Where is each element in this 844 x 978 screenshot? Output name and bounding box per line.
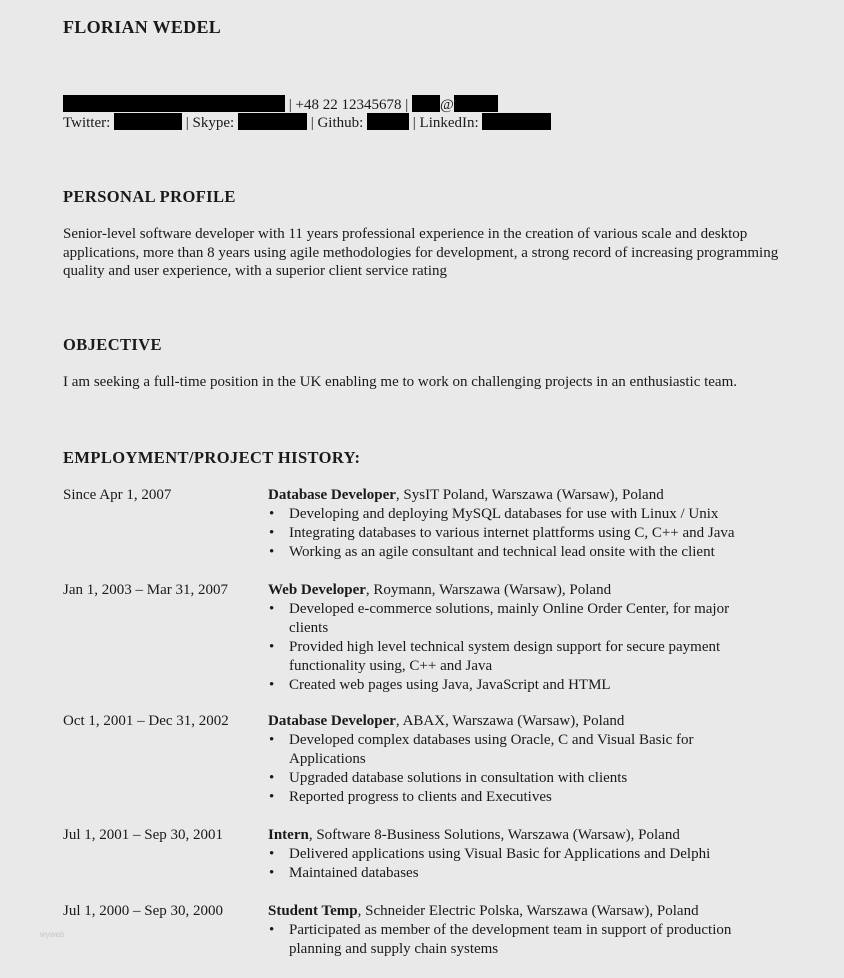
- contact-line-1: [63, 95, 498, 114]
- list-item: [268, 543, 788, 562]
- job-entry: [268, 581, 768, 695]
- list-item: [268, 731, 738, 769]
- profile-text: Senior-level software developer with 11 years professional experience in the creation of various scale and desktop applications, more than 8 years using agile methodologies for development, a strong record of increasing programming quality and user experience, with a superior client service rating: [63, 226, 779, 279]
- job-date: Jul 1, 2001 – Sep 30, 2001: [63, 827, 224, 843]
- job-bullets: [268, 600, 768, 695]
- job-title: [268, 902, 768, 921]
- job-company: , Software 8-Business Solutions, Warszawa (Warsaw), Poland: [308, 827, 680, 843]
- redacted-linkedin: [482, 113, 551, 130]
- redacted-email-user: [412, 95, 440, 112]
- job-date: Oct 1, 2001 – Dec 31, 2002: [63, 713, 229, 729]
- list-item: [268, 600, 768, 638]
- bullet-text: Provided high level technical system design support for secure payment functionality using, C++ and Java: [289, 639, 721, 674]
- bullet-icon: •: [269, 789, 275, 805]
- bullet-icon: •: [269, 639, 275, 655]
- bullet-text: Developed complex databases using Oracle, C and Visual Basic for Applications: [289, 732, 694, 767]
- linkedin-label: | LinkedIn:: [412, 115, 479, 131]
- job-role: Intern: [268, 827, 309, 843]
- bullet-icon: •: [269, 865, 275, 881]
- bullet-text: Working as an agile consultant and technical lead onsite with the client: [289, 544, 715, 560]
- job-date: Since Apr 1, 2007: [63, 487, 172, 503]
- email-at-sign: @: [439, 97, 454, 113]
- list-item: [268, 788, 738, 807]
- bullet-icon: •: [269, 601, 275, 617]
- job-bullets: [268, 505, 788, 562]
- job-entry: [268, 712, 738, 807]
- list-item: [268, 921, 768, 959]
- bullet-text: Upgraded database solutions in consultation with clients: [289, 770, 628, 786]
- bullet-text: Created web pages using Java, JavaScript and HTML: [289, 677, 611, 693]
- watermark-text: wyweb: [40, 930, 65, 939]
- candidate-name: FLORIAN WEDEL: [63, 17, 222, 37]
- job-role: Student Temp: [268, 903, 358, 919]
- redacted-twitter: [114, 113, 182, 130]
- job-bullets: [268, 921, 768, 959]
- list-item: [268, 864, 788, 883]
- job-role: Database Developer: [268, 487, 396, 503]
- redacted-address: [63, 95, 285, 112]
- job-bullets: [268, 731, 738, 807]
- list-item: [268, 638, 768, 676]
- bullet-text: Delivered applications using Visual Basic for Applications and Delphi: [289, 846, 711, 862]
- job-role: Database Developer: [268, 713, 396, 729]
- twitter-label: Twitter:: [63, 115, 111, 131]
- bullet-icon: •: [269, 677, 275, 693]
- bullet-text: Participated as member of the development team in support of production planning and supply chain systems: [289, 922, 732, 957]
- job-title: [268, 712, 738, 731]
- job-entry: [268, 486, 788, 562]
- bullet-text: Developed e-commerce solutions, mainly Online Order Center, for major clients: [289, 601, 730, 636]
- job-company: , ABAX, Warszawa (Warsaw), Poland: [395, 713, 625, 729]
- job-entry: [268, 902, 768, 959]
- bullet-icon: •: [269, 732, 275, 748]
- list-item: [268, 769, 738, 788]
- bullet-icon: •: [269, 525, 275, 541]
- bullet-icon: •: [269, 506, 275, 522]
- job-bullets: [268, 845, 788, 883]
- job-entry: [268, 826, 788, 883]
- job-date: Jul 1, 2000 – Sep 30, 2000: [63, 903, 224, 919]
- job-title: [268, 826, 788, 845]
- bullet-text: Reported progress to clients and Executives: [289, 789, 552, 805]
- redacted-skype: [238, 113, 307, 130]
- job-company: , SysIT Poland, Warszawa (Warsaw), Poland: [395, 487, 664, 503]
- bullet-text: Developing and deploying MySQL databases for use with Linux / Unix: [289, 506, 719, 522]
- job-date: Jan 1, 2003 – Mar 31, 2007: [63, 582, 228, 598]
- bullet-icon: •: [269, 922, 275, 938]
- employment-heading: EMPLOYMENT/PROJECT HISTORY:: [63, 448, 361, 467]
- bullet-icon: •: [269, 770, 275, 786]
- contact-line-2: [63, 113, 551, 132]
- redacted-email-domain: [454, 95, 498, 112]
- github-label: | Github:: [310, 115, 364, 131]
- objective-heading: OBJECTIVE: [63, 335, 162, 354]
- bullet-text: Maintained databases: [289, 865, 419, 881]
- list-item: [268, 676, 768, 695]
- list-item: [268, 505, 788, 524]
- bullet-icon: •: [269, 846, 275, 862]
- redacted-github: [367, 113, 409, 130]
- job-title: [268, 581, 768, 600]
- list-item: [268, 524, 788, 543]
- bullet-icon: •: [269, 544, 275, 560]
- profile-heading: PERSONAL PROFILE: [63, 187, 236, 206]
- job-title: [268, 486, 788, 505]
- list-item: [268, 845, 788, 864]
- phone-number: | +48 22 12345678 |: [288, 97, 409, 113]
- bullet-text: Integrating databases to various internet plattforms using C, C++ and Java: [289, 525, 735, 541]
- job-role: Web Developer: [268, 582, 366, 598]
- job-company: , Schneider Electric Polska, Warszawa (Warsaw), Poland: [357, 903, 699, 919]
- skype-label: | Skype:: [185, 115, 235, 131]
- job-company: , Roymann, Warszawa (Warsaw), Poland: [365, 582, 612, 598]
- objective-text: I am seeking a full-time position in the UK enabling me to work on challenging projects in an enthusiastic team.: [63, 374, 738, 390]
